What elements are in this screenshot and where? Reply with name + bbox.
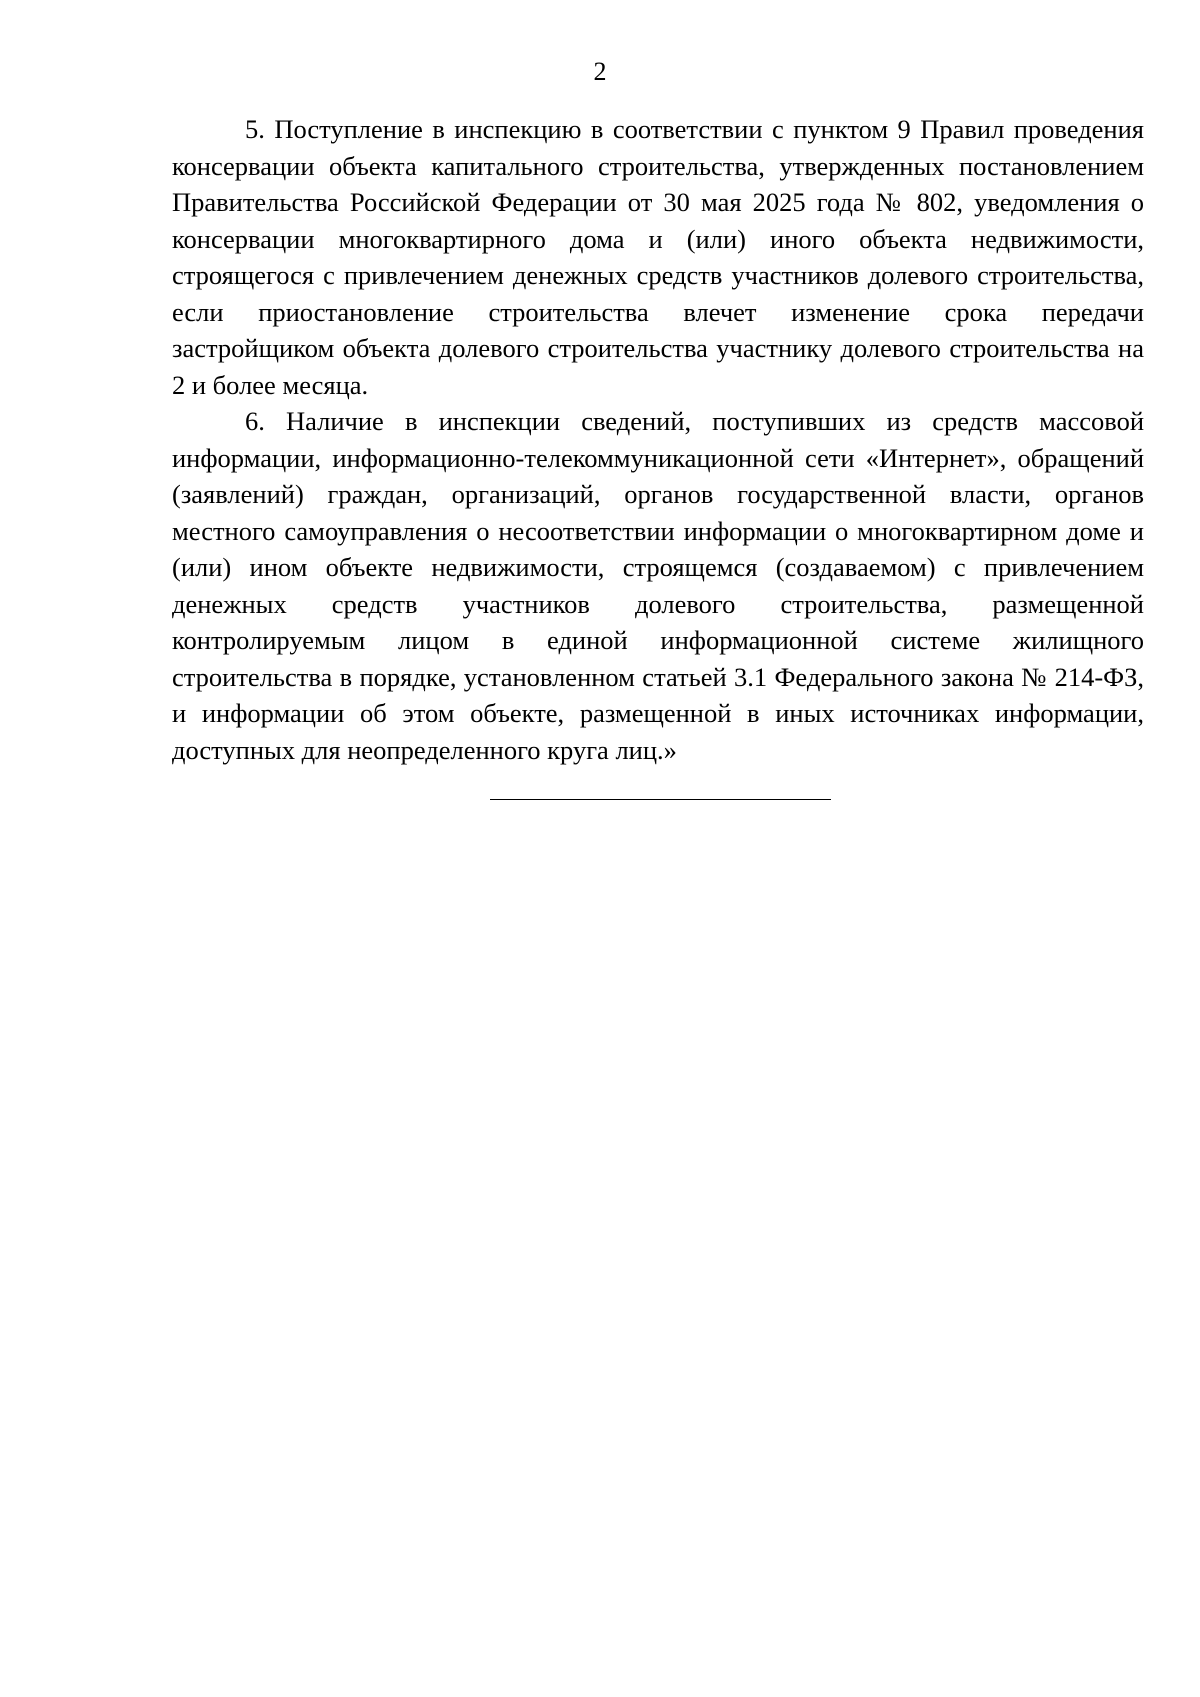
paragraph-item-5: 5. Поступление в инспекцию в соответствии с пунктом 9 Правил проведения консервации объекта капитального строительства, утвержденных постановлением Правительства Российской Федерации от 30 мая 2025 года № 802, уведомления о консервации многоквартирного дома и (или) иного объекта недвижимости, строящегося с привлечением денежных средств участников долевого строительства, если приостановление строительства влечет изменение срока передачи застройщиком объекта долевого строительства участнику долевого строительства на 2 и более месяца. — [172, 114, 1144, 400]
closing-divider — [490, 799, 831, 800]
document-body — [172, 111, 1144, 768]
page-number: 2 — [593, 57, 607, 86]
paragraph-item-6: 6. Наличие в инспекции сведений, поступивших из средств массовой информации, информационно-телекоммуникационной сети «Интернет», обращений (заявлений) граждан, организаций, органов государственной власти, органов местного самоуправления о несоответствии информации о многоквартирном доме и (или) ином объекте недвижимости, строящемся (создаваемом) с привлечением денежных средств участников долевого строительства, размещенной контролируемым лицом в единой информационной системе жилищного строительства в порядке, установленном статьей 3.1 Федерального закона № 214-ФЗ, и информации об этом объекте, размещенной в иных источниках информации, доступных для неопределенного круга лиц.» — [172, 406, 1144, 765]
